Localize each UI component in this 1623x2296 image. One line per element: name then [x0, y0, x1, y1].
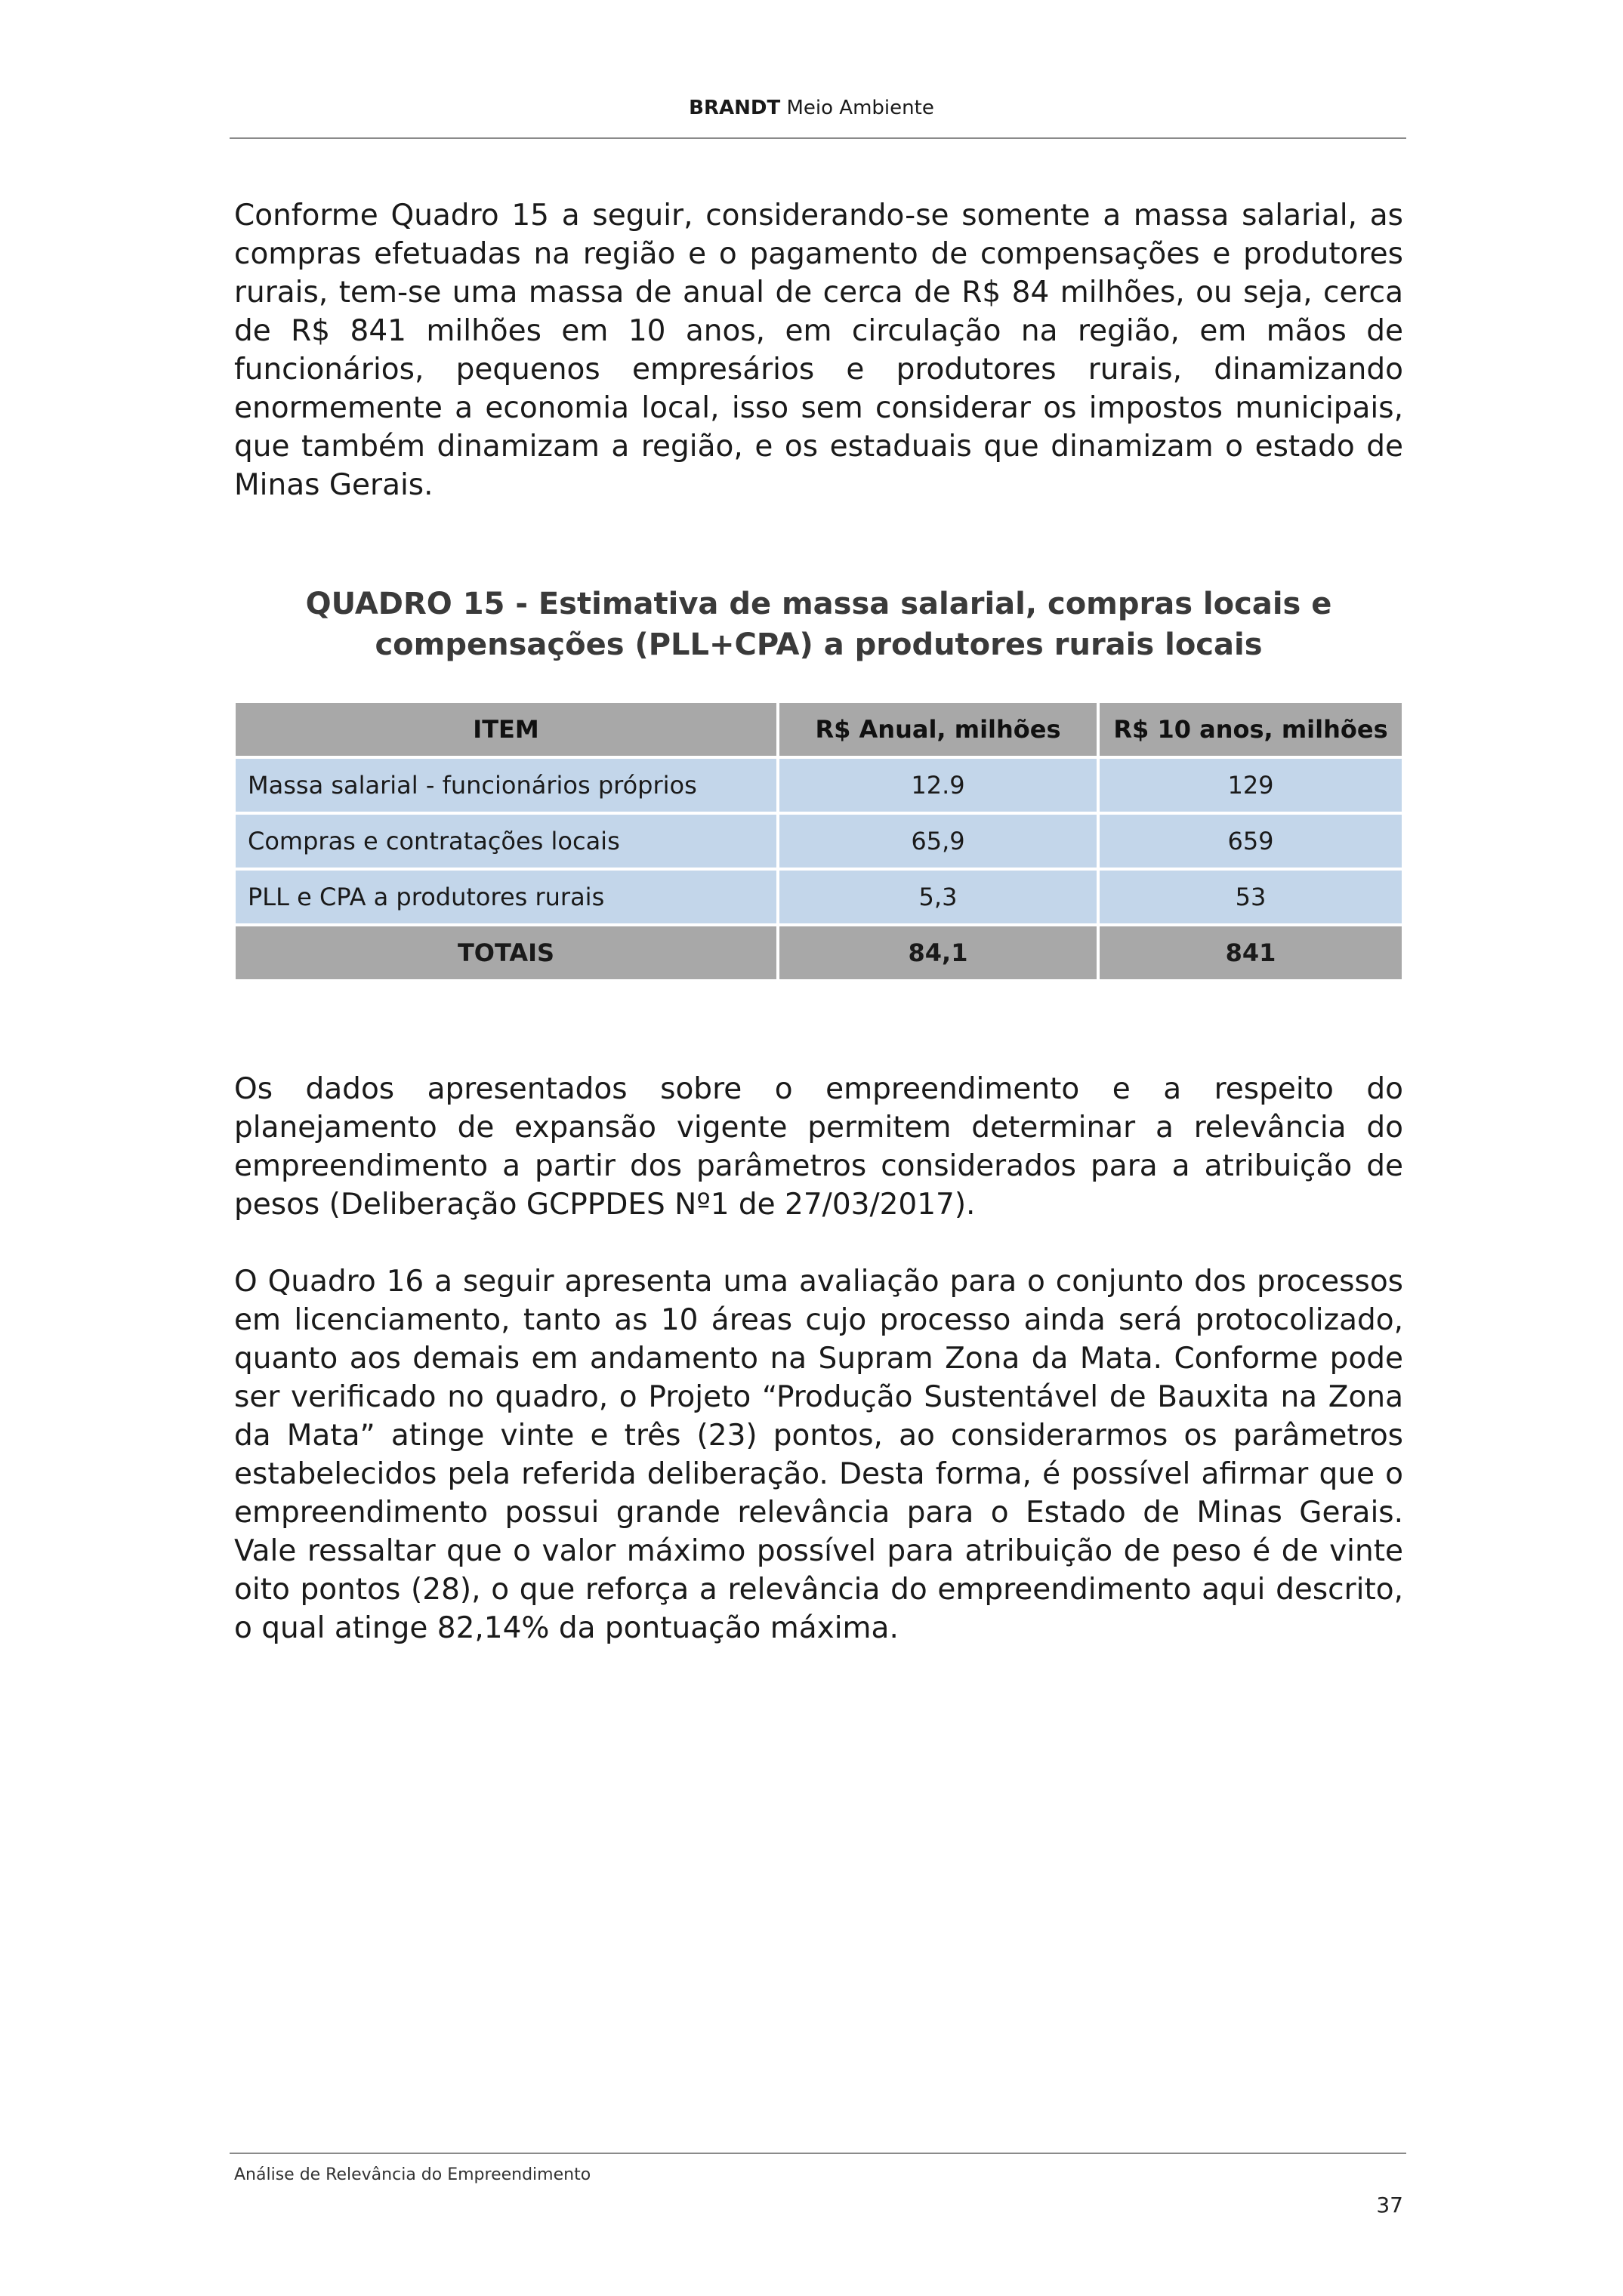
totals-label: TOTAIS	[236, 926, 776, 979]
brand-subtitle: Meio Ambiente	[786, 97, 934, 119]
quadro-table	[233, 700, 1405, 982]
totals-annual: 84,1	[779, 926, 1097, 979]
quadro16-paragraph: O Quadro 16 a seguir apresenta uma avaliação para o conjunto dos processos em licenciamento, tanto as 10 áreas cujo processo ainda será protocolizado, quanto aos demais em andamento na Supram Zona da Mata. Conforme pode ser verificado no quadro, o Projeto “Produção Sustentável de Bauxita na Zona da Mata” atinge vinte e três (23) pontos, ao considerarmos os parâmetros estabelecidos pela referida deliberação. Desta forma, é possível afirmar que o empreendimento possui grande relevância para o Estado de Minas Gerais. Vale ressaltar que o valor máximo possível para atribuição de peso é de vinte oito pontos (28), o que reforça a relevância do empreendimento aqui descrito, o qual atinge 82,14% da pontuação máxima.	[234, 1265, 1403, 1645]
page-header	[0, 97, 1623, 119]
table-row	[236, 871, 1402, 923]
header-item: ITEM	[236, 703, 776, 756]
footer-rule	[230, 2153, 1406, 2154]
quadro-title	[234, 584, 1403, 665]
header-annual: R$ Anual, milhões	[779, 703, 1097, 756]
row-annual: 5,3	[779, 871, 1097, 923]
quadro-title-line-2: compensações (PLL+CPA) a produtores rurais locais	[375, 627, 1263, 662]
row-annual: 65,9	[779, 815, 1097, 868]
row-10-years: 129	[1100, 759, 1402, 812]
table-header-row	[236, 703, 1402, 756]
brand-name: BRANDT	[689, 97, 781, 119]
row-item: Compras e contratações locais	[236, 815, 776, 868]
table-row	[236, 759, 1402, 812]
header-rule	[230, 137, 1406, 139]
intro-paragraph: Conforme Quadro 15 a seguir, considerando-se somente a massa salarial, as compras efetuadas na região e o pagamento de compensações e produtores rurais, tem-se uma massa de anual de cerca de R$ 84 milhões, ou seja, cerca de R$ 841 milhões em 10 anos, em circulação na região, em mãos de funcionários, pequenos empresários e produtores rurais, dinamizando enormemente a economia local, isso sem considerar os impostos municipais, que também dinamizam a região, e os estaduais que dinamizam o estado de Minas Gerais.	[234, 199, 1403, 502]
totals-10-years: 841	[1100, 926, 1402, 979]
row-10-years: 659	[1100, 815, 1402, 868]
totals-row	[236, 926, 1402, 979]
row-10-years: 53	[1100, 871, 1402, 923]
row-item: PLL e CPA a produtores rurais	[236, 871, 776, 923]
footer-title: Análise de Relevância do Empreendimento	[234, 2165, 591, 2184]
row-item: Massa salarial - funcionários próprios	[236, 759, 776, 812]
relevance-paragraph: Os dados apresentados sobre o empreendimento e a respeito do planejamento de expansão vigente permitem determinar a relevância do empreendimento a partir dos parâmetros considerados para a atribuição de pesos (Deliberação GCPPDES Nº1 de 27/03/2017).	[234, 1072, 1403, 1222]
row-annual: 12.9	[779, 759, 1097, 812]
table-row	[236, 815, 1402, 868]
header-10-years: R$ 10 anos, milhões	[1100, 703, 1402, 756]
page-number: 37	[1376, 2193, 1403, 2217]
quadro-title-line-1: QUADRO 15 - Estimativa de massa salarial, compras locais e	[305, 587, 1332, 621]
